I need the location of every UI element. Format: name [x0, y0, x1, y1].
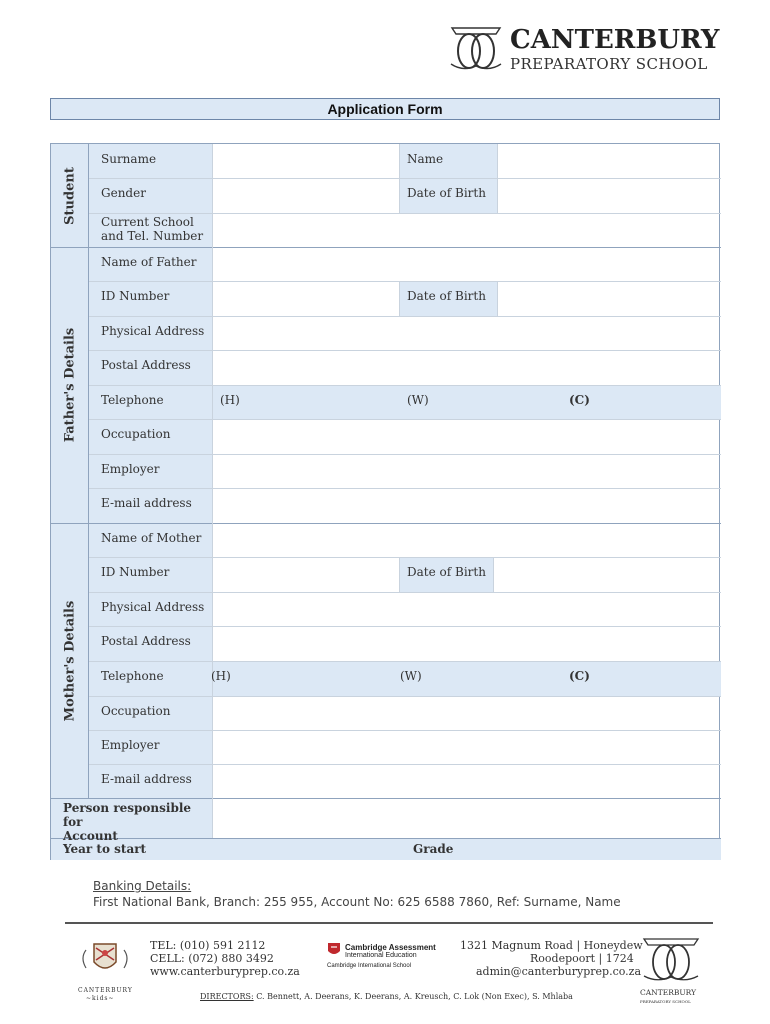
mother-section: Mother's Details	[51, 523, 89, 798]
mother-occupation-field[interactable]	[213, 696, 720, 730]
cambridge-logo	[327, 942, 437, 968]
mother-dob-label: Date of Birth	[407, 565, 486, 579]
footer-crest-icon	[640, 936, 702, 984]
footer-logo-name: CANTERBURY	[640, 988, 697, 997]
current-school-label: Current School and Tel. Number	[101, 215, 204, 243]
father-dob-label: Date of Birth	[407, 289, 486, 303]
father-occupation-field[interactable]	[213, 419, 720, 454]
mother-id-field[interactable]	[213, 557, 399, 592]
footer-school-logo	[640, 936, 702, 1002]
banking-info: First National Bank, Branch: 255 955, Account No: 625 6588 7860, Ref: Surname, Name	[93, 895, 621, 909]
father-postal-field[interactable]	[213, 350, 720, 385]
father-physical-label: Physical Address	[101, 324, 205, 338]
father-name-label: Name of Father	[101, 255, 197, 269]
father-tel-c-field[interactable]: (C)	[569, 393, 590, 407]
father-employer-field[interactable]	[213, 454, 720, 488]
father-id-field[interactable]	[213, 281, 399, 316]
mother-employer-label: Employer	[101, 738, 160, 752]
mother-id-label: ID Number	[101, 565, 170, 579]
cambridge-text-2: International Education	[345, 952, 417, 959]
crest-text: CANTERBURY	[78, 987, 133, 994]
form-title: Application Form	[50, 98, 720, 120]
student-section: Student	[51, 144, 89, 247]
father-dob-field[interactable]	[498, 281, 720, 316]
father-email-label: E-mail address	[101, 496, 192, 510]
mother-postal-field[interactable]	[213, 626, 720, 661]
mother-email-label: E-mail address	[101, 772, 192, 786]
father-occupation-label: Occupation	[101, 427, 171, 441]
name-field[interactable]	[498, 144, 720, 178]
mother-postal-label: Postal Address	[101, 634, 191, 648]
mother-telephone-label: Telephone	[101, 669, 164, 683]
grade-label: Grade	[413, 842, 454, 856]
father-telephone-label: Telephone	[101, 393, 164, 407]
gender-field[interactable]	[213, 178, 399, 213]
footer-tel: TEL: (010) 591 2112	[150, 939, 266, 952]
footer-divider	[65, 922, 713, 924]
mother-name-field[interactable]	[213, 523, 720, 557]
gender-label: Gender	[101, 186, 146, 200]
school-crest-icon	[448, 24, 504, 74]
mother-tel-h-field[interactable]: (H)	[211, 669, 231, 683]
current-school-field[interactable]	[213, 213, 720, 247]
father-email-field[interactable]	[213, 488, 720, 523]
father-tel-h-field[interactable]: (H)	[220, 393, 240, 407]
account-label: Person responsible for Account	[63, 801, 192, 843]
footer-address-1: 1321 Magnum Road | Honeydew	[460, 939, 643, 952]
crest-kids-text: ~kids~	[86, 995, 115, 1002]
student-dob-field[interactable]	[498, 178, 720, 213]
kids-crest	[72, 938, 138, 1000]
mother-tel-w-field[interactable]: (W)	[400, 669, 422, 683]
footer-website[interactable]: www.canterburyprep.co.za	[150, 965, 300, 978]
cambridge-text-1: Cambridge Assessment	[345, 943, 436, 952]
name-label: Name	[407, 152, 444, 166]
footer-address-2: Roodepoort | 1724	[530, 952, 634, 965]
mother-name-label: Name of Mother	[101, 531, 202, 545]
mother-employer-field[interactable]	[213, 730, 720, 764]
footer-cell: CELL: (072) 880 3492	[150, 952, 274, 965]
school-logo	[448, 24, 738, 74]
father-section: Father's Details	[51, 247, 89, 523]
crest-shield-icon	[72, 938, 138, 982]
student-dob-label: Date of Birth	[407, 186, 486, 200]
footer-directors	[200, 990, 573, 1003]
footer-email[interactable]: admin@canterburyprep.co.za	[476, 965, 642, 978]
mother-tel-c-field[interactable]: (C)	[569, 669, 590, 683]
surname-label: Surname	[101, 152, 157, 166]
school-subtitle: PREPARATORY SCHOOL	[510, 55, 708, 73]
surname-field[interactable]	[213, 144, 399, 178]
account-field[interactable]	[213, 799, 720, 838]
father-physical-field[interactable]	[213, 316, 720, 350]
footer-logo-sub: PREPARATORY SCHOOL	[640, 999, 691, 1004]
cambridge-text-3: Cambridge International School	[327, 963, 412, 969]
application-form	[50, 143, 720, 860]
directors-list: C. Bennett, A. Deerans, K. Deerans, A. Kreusch, C. Lok (Non Exec), S. Mhlaba	[256, 992, 573, 1001]
directors-label: DIRECTORS:	[200, 992, 254, 1001]
banking-title: Banking Details:	[93, 879, 192, 893]
father-tel-w-field[interactable]: (W)	[407, 393, 429, 407]
father-name-field[interactable]	[213, 247, 720, 281]
mother-occupation-label: Occupation	[101, 704, 171, 718]
mother-dob-field[interactable]	[494, 557, 720, 592]
father-employer-label: Employer	[101, 462, 160, 476]
banking-details	[93, 878, 621, 910]
school-name: CANTERBURY	[510, 25, 720, 55]
mother-physical-label: Physical Address	[101, 600, 205, 614]
mother-email-field[interactable]	[213, 764, 720, 798]
year-to-start-label: Year to start	[63, 842, 147, 856]
mother-physical-field[interactable]	[213, 592, 720, 626]
father-postal-label: Postal Address	[101, 358, 191, 372]
cambridge-shield-icon	[327, 942, 341, 958]
father-id-label: ID Number	[101, 289, 170, 303]
